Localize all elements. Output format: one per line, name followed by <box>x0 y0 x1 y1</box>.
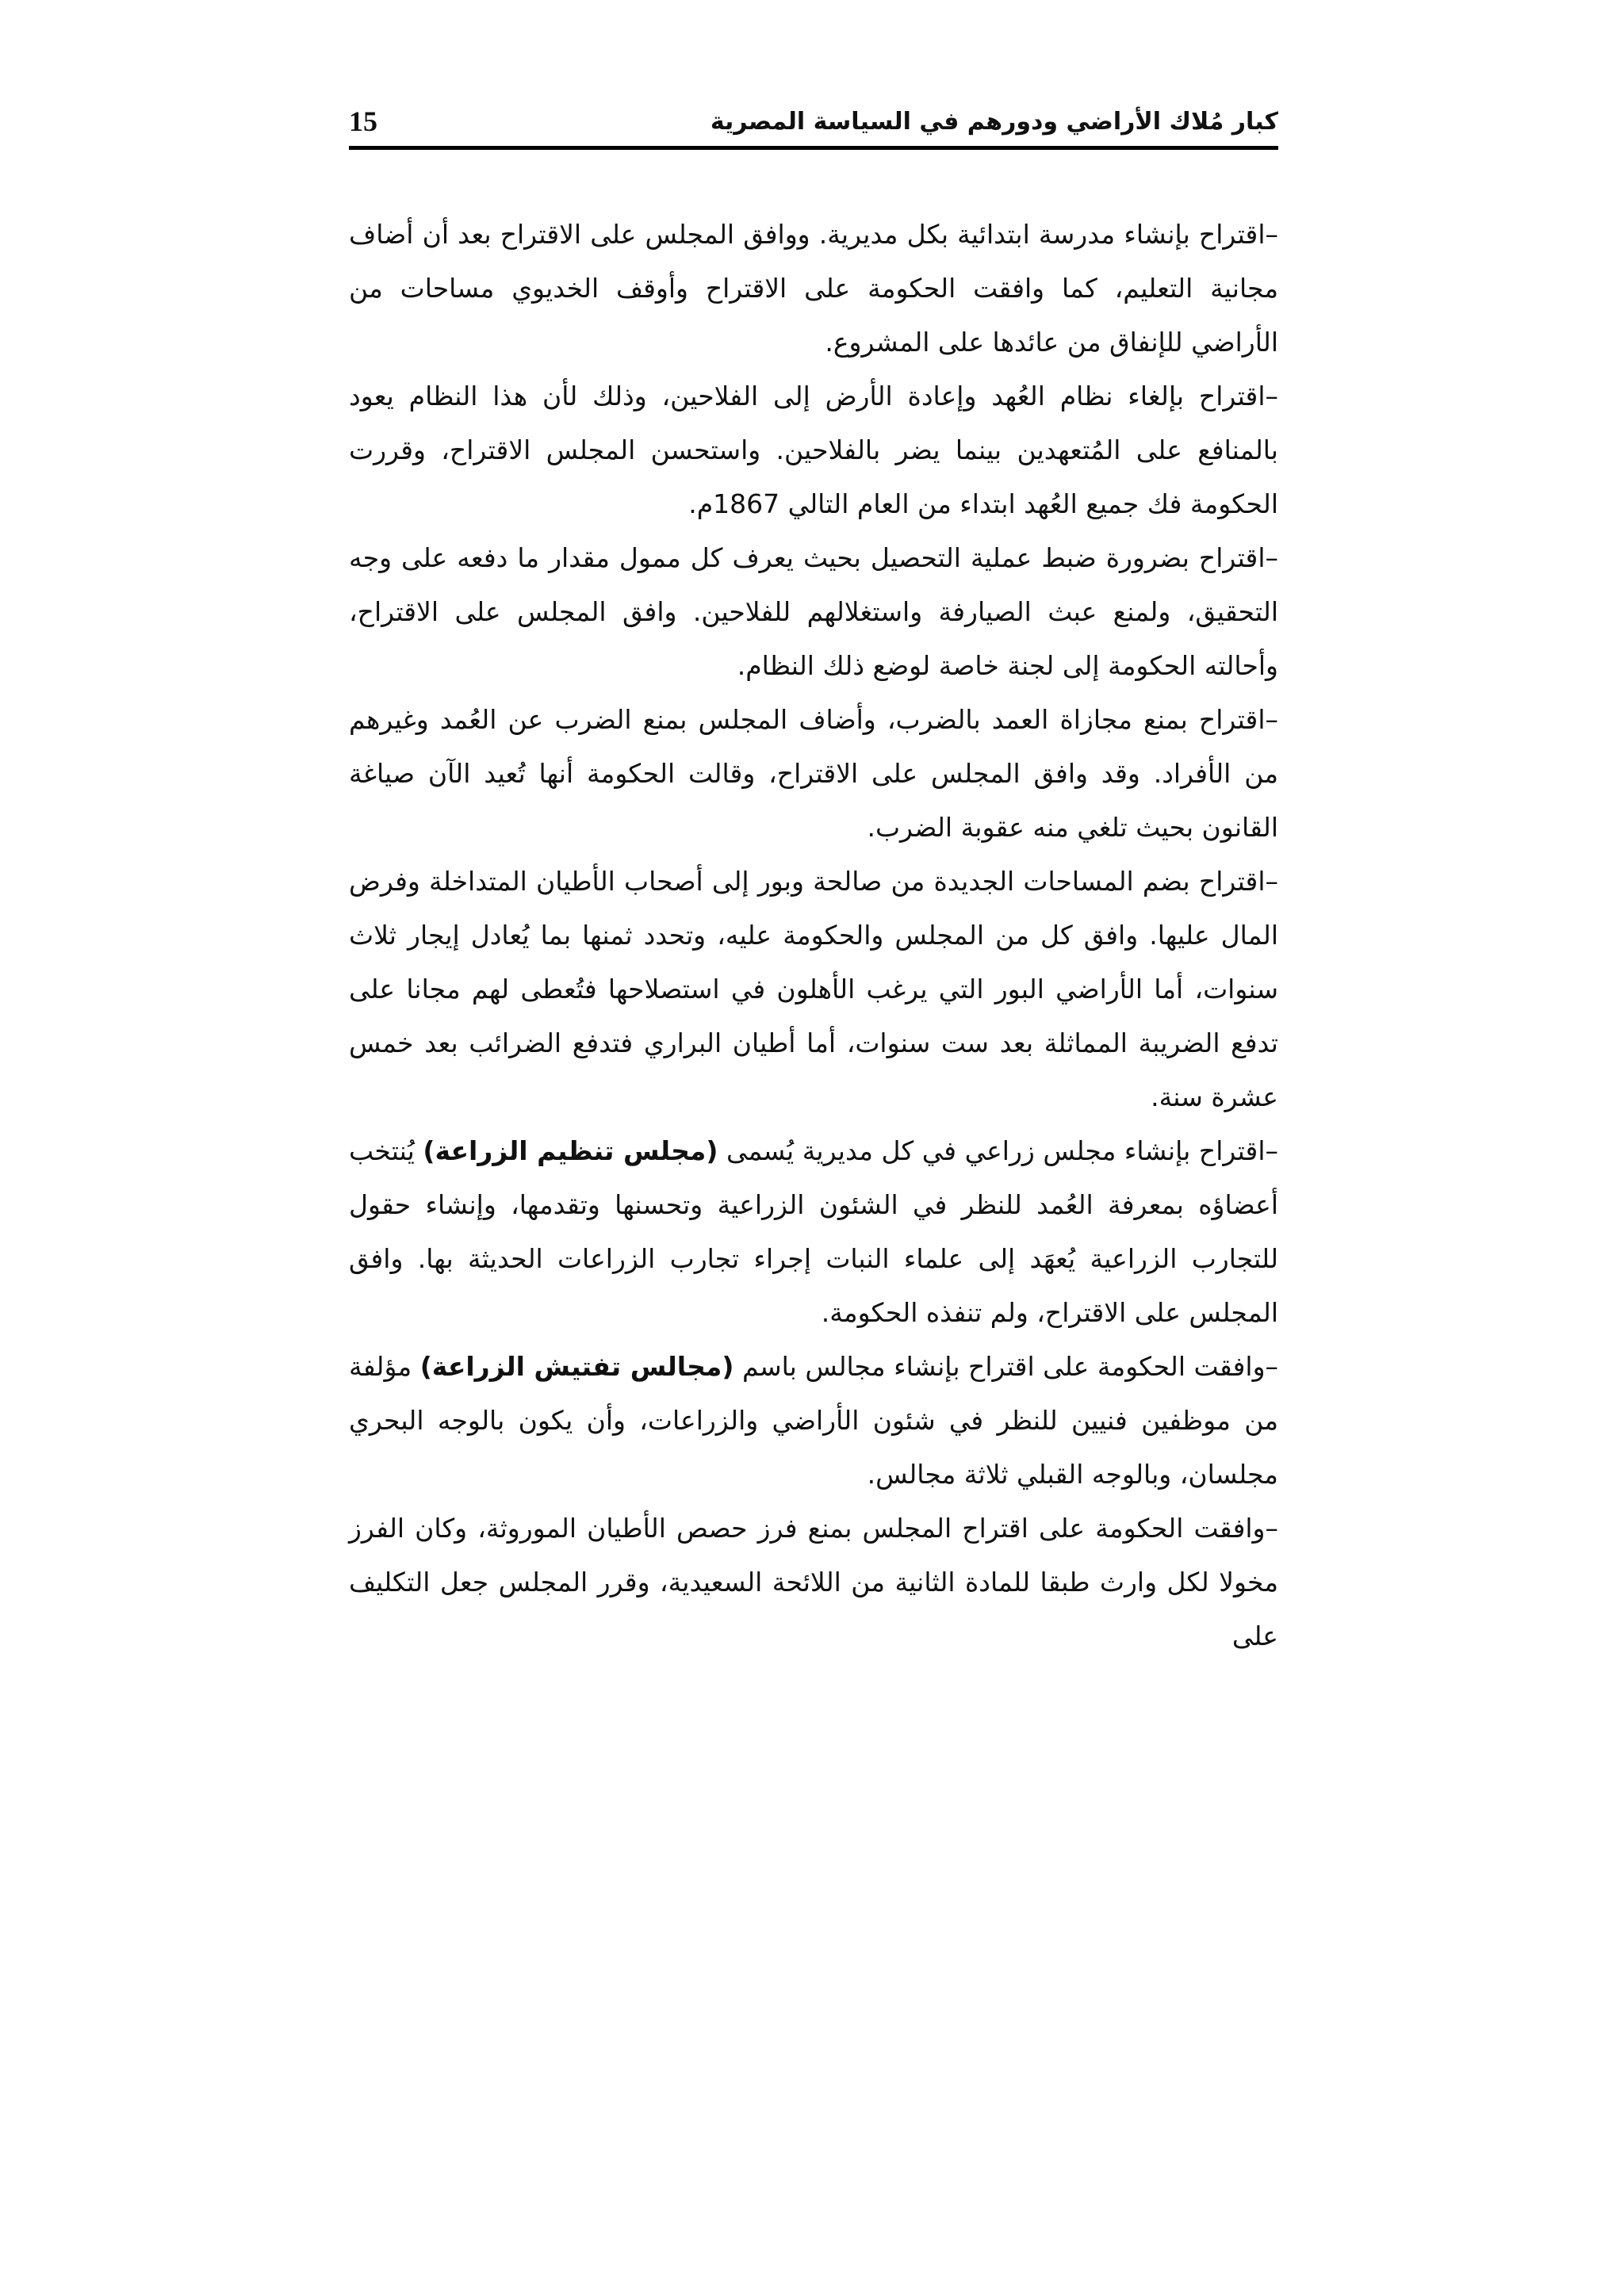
paragraph-text-after: مؤلفة من موظفين فنيين للنظر في شئون الأراضي والزراعات، وأن يكون بالوجه البحري مجلسان، وبالوجه القبلي ثلاثة مجالس. <box>349 1351 1278 1490</box>
paragraph-text-before: –وافقت الحكومة على اقتراح بإنشاء مجالس باسم <box>733 1351 1279 1382</box>
paragraph-new-lands: –اقتراح بضم المساحات الجديدة من صالحة وبور إلى أصحاب الأطيان المتداخلة وفرض المال عليها. وافق كل من المجلس والحكومة عليه، وتحدد ثمنها بما يُعادل إيجار ثلاث سنوات، أما الأراضي البور التي يرغب الأهلون في استصلاحها فتُعطى لهم مجانا على تدفع الضريبة المماثلة بعد ست سنوات، أما أطيان البراري فتدفع الضرائب بعد خمس عشرة سنة. <box>349 866 1278 1112</box>
paragraph-tax-collection: –اقتراح بضرورة ضبط عملية التحصيل بحيث يعرف كل ممول مقدار ما دفعه على وجه التحقيق، ولمنع عبث الصيارفة واستغلالهم للفلاحين. وافق المجلس على الاقتراح، وأحالته الحكومة إلى لجنة خاصة لوضع ذلك النظام. <box>349 542 1278 681</box>
page-number: 15 <box>349 105 377 137</box>
paragraph-text-before: –اقتراح بإنشاء مجلس زراعي في كل مديرية يُسمى <box>718 1135 1278 1166</box>
paragraph-inspection-councils <box>349 1340 1278 1502</box>
emphasis-council-name: (مجلس تنظيم الزراعة) <box>423 1135 718 1166</box>
paragraph-agriculture-council <box>349 1124 1278 1340</box>
paragraph-uhda-abolition: –اقتراح بإلغاء نظام العُهد وإعادة الأرض إلى الفلاحين، وذلك لأن هذا النظام يعود بالمنافع على المُتعهدين بينما يضر بالفلاحين. واستحسن المجلس الاقتراح، وقررت الحكومة فك جميع العُهد ابتداء من العام التالي 1867م. <box>349 381 1278 519</box>
running-header <box>349 101 1278 149</box>
emphasis-council-name: (مجالس تفتيش الزراعة) <box>419 1351 734 1382</box>
header-divider <box>349 146 1278 150</box>
paragraph-text-after: يُنتخب أعضاؤه بمعرفة العُمد للنظر في الشئون الزراعية وتحسنها وتقدمها، وإنشاء حقول للتجارب الزراعية يُعهَد إلى علماء النبات إجراء تجارب الزراعات الحديثة بها. وافق المجلس على الاقتراح، ولم تنفذه الحكومة. <box>349 1135 1278 1328</box>
paragraph-inheritance-shares: –وافقت الحكومة على اقتراح المجلس بمنع فرز حصص الأطيان الموروثة، وكان الفرز مخولا لكل وارث طبقا للمادة الثانية من اللائحة السعيدية، وقرر المجلس جعل التكليف على <box>349 1513 1278 1651</box>
paragraph-ban-beating: –اقتراح بمنع مجازاة العمد بالضرب، وأضاف المجلس بمنع الضرب عن العُمد وغيرهم من الأفراد. وقد وافق المجلس على الاقتراح، وقالت الحكومة أنها تُعيد الآن صياغة القانون بحيث تلغي منه عقوبة الضرب. <box>349 704 1278 843</box>
body-text <box>349 208 1278 1663</box>
header-title: كبار مُلاك الأراضي ودورهم في السياسة المصرية <box>710 108 1278 136</box>
paragraph-school-proposal: –اقتراح بإنشاء مدرسة ابتدائية بكل مديرية. ووافق المجلس على الاقتراح بعد أن أضاف مجانية التعليم، كما وافقت الحكومة على الاقتراح وأوقف الخديوي مساحات من الأراضي للإنفاق من عائدها على المشروع. <box>349 219 1278 358</box>
